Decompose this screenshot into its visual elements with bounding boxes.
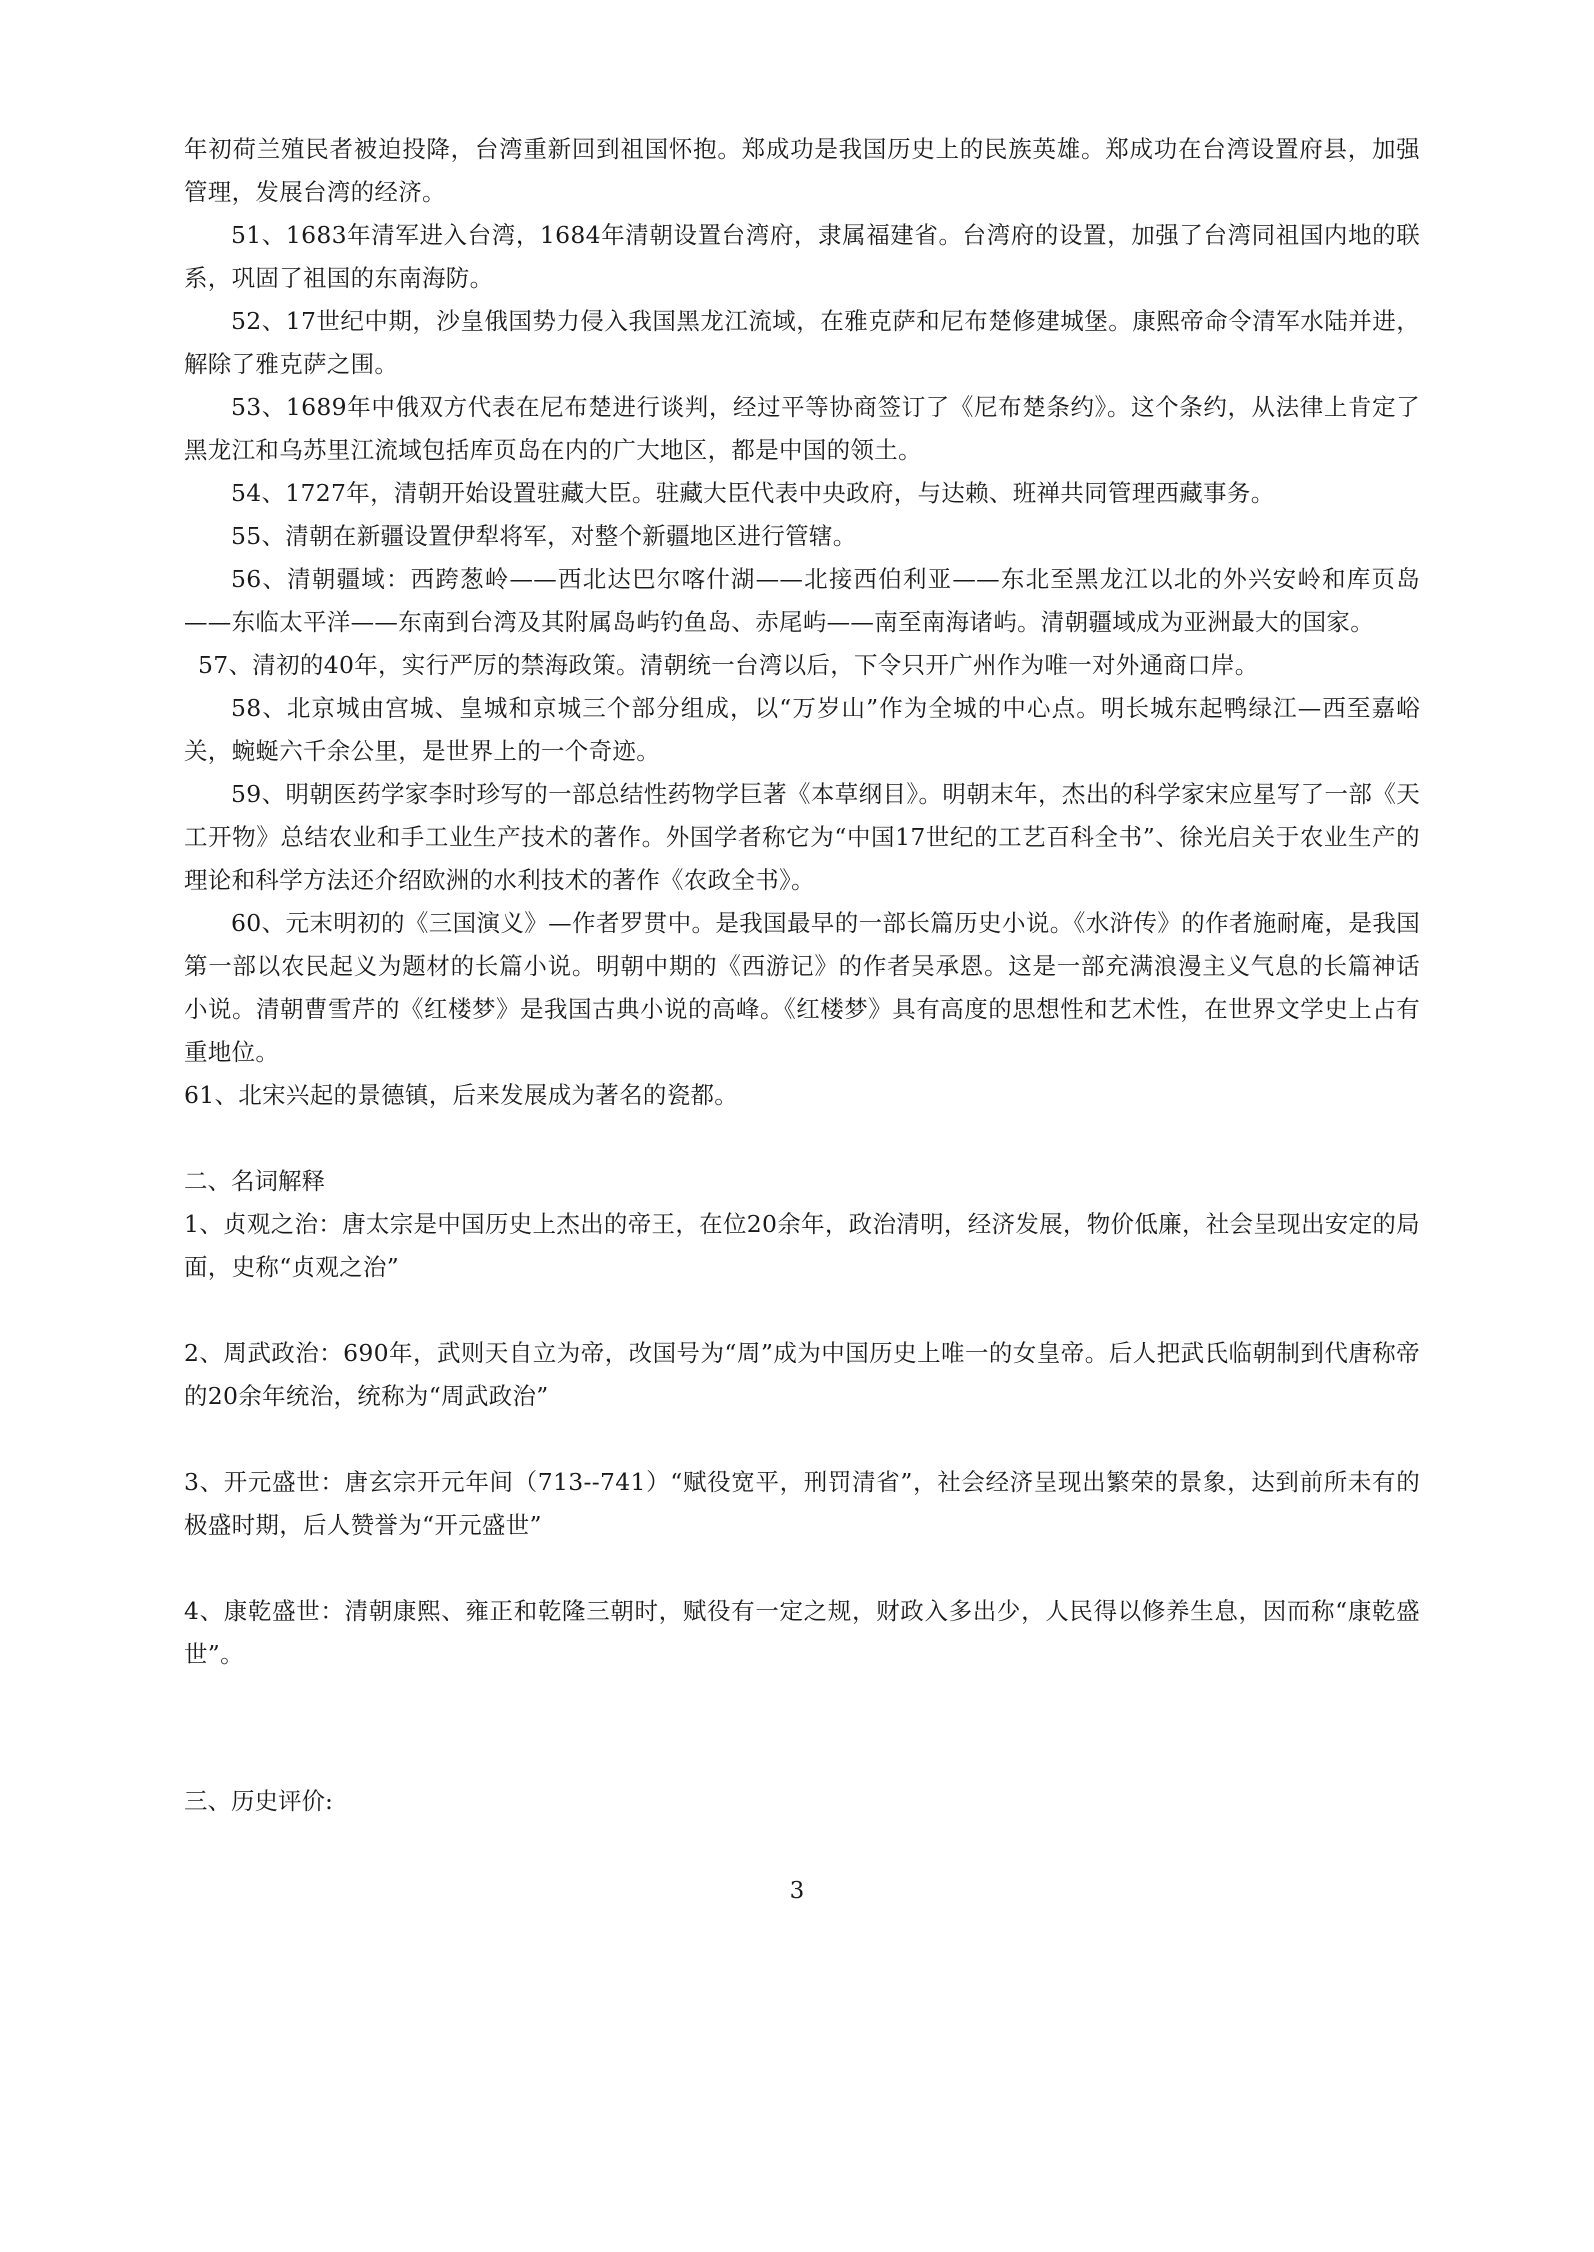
paragraph-60: 60、元末明初的《三国演义》—作者罗贯中。是我国最早的一部长篇历史小说。《水浒传》的作者施耐庵，是我国第一部以农民起义为题材的长篇小说。明朝中期的《西游记》的作者吴承恩。这是一部充满浪漫主义气息的长篇神话小说。清朝曹雪芹的《红楼梦》是我国古典小说的高峰。《红楼梦》具有高度的思想性和艺术性，在世界文学史上占有重地位。 (184, 909, 1420, 1066)
section-heading-evaluation: 三、历史评价: (184, 1787, 333, 1815)
paragraph-56: 56、清朝疆域：西跨葱岭——西北达巴尔喀什湖——北接西伯利亚——东北至黑龙江以北的外兴安岭和库页岛——东临太平洋——东南到台湾及其附属岛屿钓鱼岛、赤尾屿——南至南海诸屿。清朝疆域成为亚洲最大的国家。 (184, 565, 1420, 636)
spacer (184, 1117, 1420, 1160)
paragraph-55: 55、清朝在新疆设置伊犁将军，对整个新疆地区进行管辖。 (231, 522, 857, 550)
paragraph-53: 53、1689年中俄双方代表在尼布楚进行谈判，经过平等协商签订了《尼布楚条约》。这个条约，从法律上肯定了黑龙江和乌苏里江流域包括库页岛在内的广大地区，都是中国的领土。 (184, 393, 1420, 464)
paragraph-52: 52、17世纪中期，沙皇俄国势力侵入我国黑龙江流域，在雅克萨和尼布楚修建城堡。康熙帝命令清军水陆并进，解除了雅克萨之围。 (184, 307, 1420, 378)
page-number: 3 (789, 1878, 805, 1904)
paragraph-61: 61、北宋兴起的景德镇，后来发展成为著名的瓷都。 (184, 1081, 739, 1109)
term-definition-zhenguan: 1、贞观之治：唐太宗是中国历史上杰出的帝王，在位20余年，政治清明，经济发展，物价低廉，社会呈现出安定的局面，史称“贞观之治” (184, 1210, 1420, 1281)
paragraph-58: 58、北京城由宫城、皇城和京城三个部分组成，以“万岁山”作为全城的中心点。明长城东起鸭绿江—西至嘉峪关，蜿蜒六千余公里，是世界上的一个奇迹。 (184, 694, 1420, 765)
document-body (184, 128, 1420, 1823)
spacer (184, 1676, 1420, 1780)
spacer (184, 1289, 1420, 1332)
spacer (184, 1418, 1420, 1461)
term-definition-kangqian: 4、康乾盛世：清朝康熙、雍正和乾隆三朝时，赋役有一定之规，财政入多出少，人民得以修养生息，因而称“康乾盛世”。 (184, 1597, 1420, 1668)
paragraph-54: 54、1727年，清朝开始设置驻藏大臣。驻藏大臣代表中央政府，与达赖、班禅共同管理西藏事务。 (231, 479, 1275, 507)
paragraph-57: 57、清初的40年，实行严厉的禁海政策。清朝统一台湾以后，下令只开广州作为唯一对外通商口岸。 (198, 651, 1259, 679)
term-definition-zhouwu: 2、周武政治：690年，武则天自立为帝，改国号为“周”成为中国历史上唯一的女皇帝。后人把武氏临朝制到代唐称帝的20余年统治，统称为“周武政治” (184, 1339, 1420, 1410)
section-heading-terms: 二、名词解释 (184, 1167, 325, 1195)
paragraph-51: 51、1683年清军进入台湾，1684年清朝设置台湾府，隶属福建省。台湾府的设置，加强了台湾同祖国内地的联系，巩固了祖国的东南海防。 (184, 221, 1420, 292)
paragraph-50-continued: 年初荷兰殖民者被迫投降，台湾重新回到祖国怀抱。郑成功是我国历史上的民族英雄。郑成功在台湾设置府县，加强管理，发展台湾的经济。 (184, 135, 1420, 206)
paragraph-59: 59、明朝医药学家李时珍写的一部总结性药物学巨著《本草纲目》。明朝末年，杰出的科学家宋应星写了一部《天工开物》总结农业和手工业生产技术的著作。外国学者称它为“中国17世纪的工艺百科全书”、徐光启关于农业生产的理论和科学方法还介绍欧洲的水利技术的著作《农政全书》。 (184, 780, 1420, 894)
spacer (184, 1547, 1420, 1590)
term-definition-kaiyuan: 3、开元盛世：唐玄宗开元年间（713--741）“赋役宽平，刑罚清省”，社会经济呈现出繁荣的景象，达到前所未有的极盛时期，后人赞誉为“开元盛世” (184, 1468, 1420, 1539)
